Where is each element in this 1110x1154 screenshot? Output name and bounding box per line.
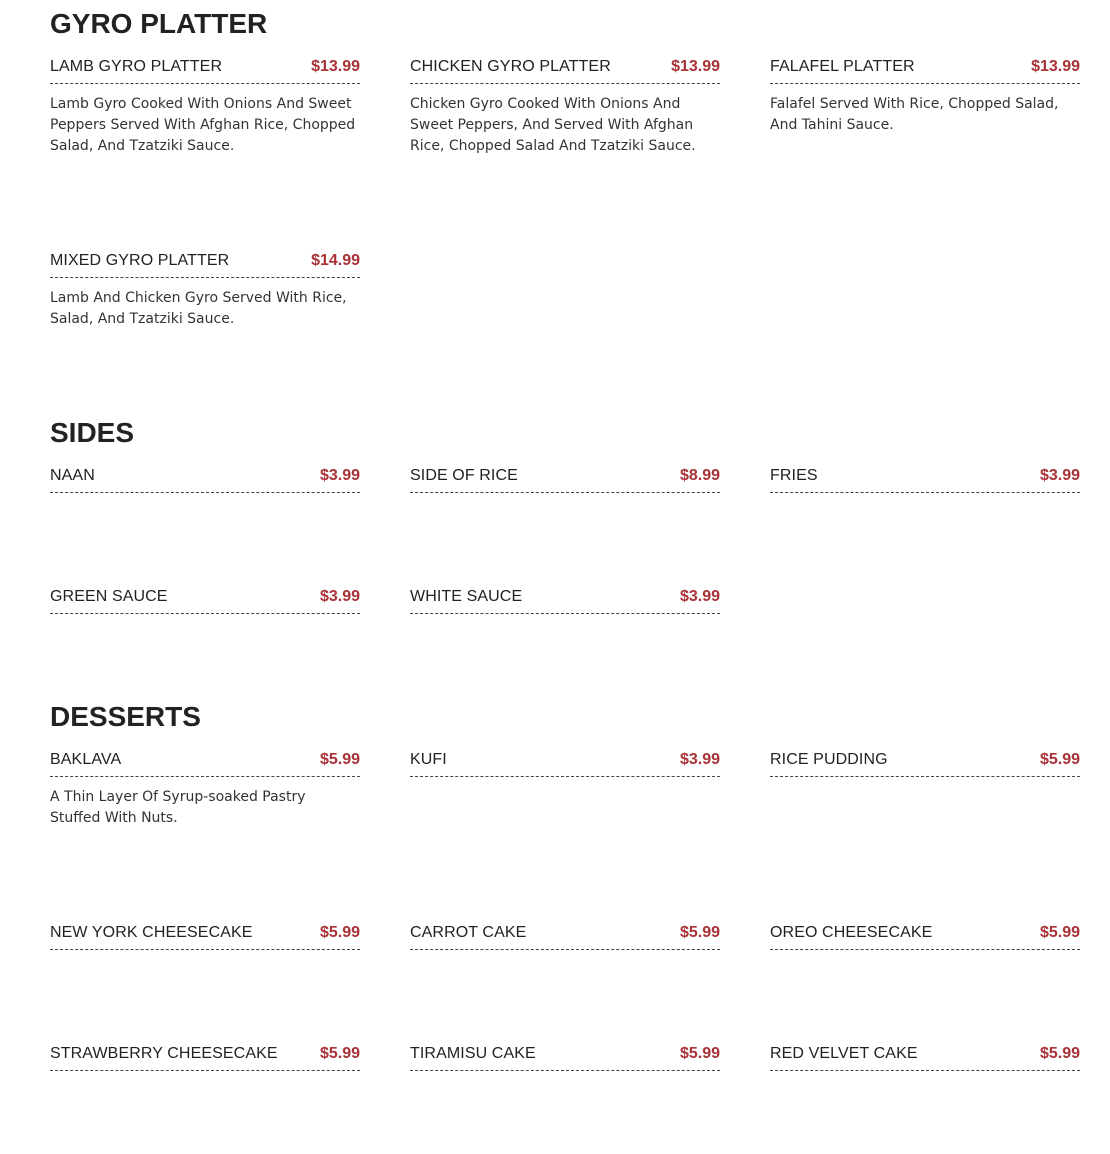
item-price: $13.99 bbox=[1031, 58, 1080, 75]
item-name: MIXED GYRO PLATTER bbox=[50, 252, 230, 269]
item-price: $5.99 bbox=[319, 1045, 360, 1062]
item-name: GREEN SAUCE bbox=[50, 588, 168, 605]
item-price: $8.99 bbox=[679, 467, 720, 484]
item-name: OREO CHEESECAKE bbox=[770, 924, 933, 941]
item-description: Falafel Served With Rice, Chopped Salad, And Tahini Sauce. bbox=[770, 96, 1059, 133]
item-description: A Thin Layer Of Syrup-soaked Pastry Stuffed With Nuts. bbox=[50, 789, 306, 826]
menu-item[interactable] bbox=[50, 1045, 360, 1071]
item-description: Chicken Gyro Cooked With Onions And Sweet Peppers, And Served With Afghan Rice, Chopped Salad And Tzatziki Sauce. bbox=[410, 96, 696, 154]
menu-item-header bbox=[50, 751, 360, 777]
item-name: FRIES bbox=[770, 467, 818, 484]
menu-item-header bbox=[50, 252, 360, 278]
item-name: TIRAMISU CAKE bbox=[410, 1045, 536, 1062]
item-price: $5.99 bbox=[679, 1045, 720, 1062]
menu-item[interactable] bbox=[410, 1045, 720, 1071]
item-name: RED VELVET CAKE bbox=[770, 1045, 918, 1062]
menu-item-header bbox=[410, 588, 720, 614]
menu-item[interactable] bbox=[50, 588, 360, 614]
menu-item-header bbox=[50, 924, 360, 950]
item-name: RICE PUDDING bbox=[770, 751, 888, 768]
menu-item[interactable] bbox=[50, 751, 360, 829]
section-title: DESSERTS bbox=[50, 701, 201, 732]
item-name: WHITE SAUCE bbox=[410, 588, 523, 605]
menu-item[interactable] bbox=[770, 924, 1080, 950]
item-price: $5.99 bbox=[1039, 924, 1080, 941]
menu-item-header bbox=[770, 751, 1080, 777]
menu-item-header bbox=[410, 751, 720, 777]
menu-item-header bbox=[770, 467, 1080, 493]
item-price: $5.99 bbox=[1039, 1045, 1080, 1062]
menu-item-header bbox=[50, 467, 360, 493]
menu-item-header bbox=[50, 588, 360, 614]
item-description: Lamb And Chicken Gyro Served With Rice, Salad, And Tzatziki Sauce. bbox=[50, 290, 347, 327]
menu-item-header bbox=[770, 924, 1080, 950]
menu-item[interactable] bbox=[50, 467, 360, 493]
item-name: NEW YORK CHEESECAKE bbox=[50, 924, 253, 941]
menu-item[interactable] bbox=[410, 751, 720, 777]
item-name: STRAWBERRY CHEESECAKE bbox=[50, 1045, 278, 1062]
item-price: $5.99 bbox=[1039, 751, 1080, 768]
item-price: $3.99 bbox=[679, 588, 720, 605]
item-price: $13.99 bbox=[311, 58, 360, 75]
item-name: SIDE OF RICE bbox=[410, 467, 518, 484]
menu-item-header bbox=[770, 1045, 1080, 1071]
menu-item[interactable] bbox=[770, 467, 1080, 493]
item-price: $3.99 bbox=[1039, 467, 1080, 484]
item-price: $5.99 bbox=[679, 924, 720, 941]
menu-item[interactable] bbox=[410, 58, 720, 157]
item-name: CARROT CAKE bbox=[410, 924, 527, 941]
menu-item-header bbox=[410, 1045, 720, 1071]
menu-item[interactable] bbox=[770, 1045, 1080, 1071]
menu-item-header bbox=[410, 58, 720, 84]
menu-item-header bbox=[50, 58, 360, 84]
item-name: FALAFEL PLATTER bbox=[770, 58, 915, 75]
item-name: KUFI bbox=[410, 751, 447, 768]
item-price: $5.99 bbox=[319, 751, 360, 768]
item-name: CHICKEN GYRO PLATTER bbox=[410, 58, 611, 75]
item-price: $3.99 bbox=[679, 751, 720, 768]
menu-item-header bbox=[770, 58, 1080, 84]
item-name: BAKLAVA bbox=[50, 751, 122, 768]
menu-item-header bbox=[410, 924, 720, 950]
item-name: LAMB GYRO PLATTER bbox=[50, 58, 223, 75]
item-price: $5.99 bbox=[319, 924, 360, 941]
menu-item-header bbox=[50, 1045, 360, 1071]
menu-item[interactable] bbox=[770, 751, 1080, 777]
menu-item[interactable] bbox=[410, 588, 720, 614]
menu-item[interactable] bbox=[770, 58, 1080, 136]
item-price: $14.99 bbox=[311, 252, 360, 269]
menu-item[interactable] bbox=[410, 467, 720, 493]
menu-item[interactable] bbox=[50, 924, 360, 950]
menu-item[interactable] bbox=[50, 252, 360, 330]
item-description: Lamb Gyro Cooked With Onions And Sweet Peppers Served With Afghan Rice, Chopped Salad, And Tzatziki Sauce. bbox=[50, 96, 356, 154]
section-title: SIDES bbox=[50, 417, 135, 448]
menu-item[interactable] bbox=[50, 58, 360, 157]
item-name: NAAN bbox=[50, 467, 95, 484]
item-price: $3.99 bbox=[319, 588, 360, 605]
menu-item-header bbox=[410, 467, 720, 493]
section-title: GYRO PLATTER bbox=[50, 8, 268, 39]
item-price: $3.99 bbox=[319, 467, 360, 484]
item-price: $13.99 bbox=[671, 58, 720, 75]
menu-item[interactable] bbox=[410, 924, 720, 950]
